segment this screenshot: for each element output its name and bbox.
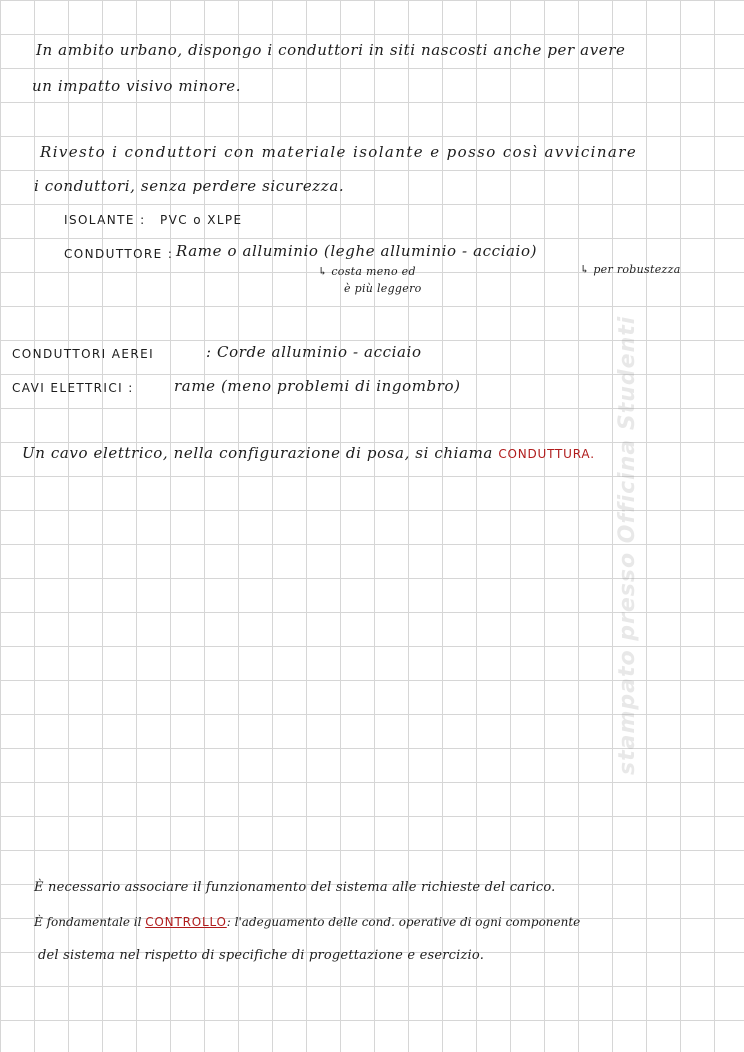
note-line-insulation-1: Rivesto i conduttori con materiale isolante e posso così avvicinare	[40, 143, 638, 161]
conduttura-definition	[22, 443, 595, 464]
watermark: stampato presso Officina Studenti	[615, 315, 640, 775]
note-line-urban-2: un impatto visivo minore.	[32, 77, 242, 95]
note-line-system-3: del sistema nel rispetto di specifiche di progettazione e esercizio.	[38, 948, 485, 963]
annotation-aluminium-cost: ↳ costa meno ed	[318, 265, 416, 278]
conduttori-aerei-value: : Corde alluminio - acciaio	[206, 343, 422, 361]
note-line-system-2	[34, 912, 580, 932]
annotation-aluminium-weight: è più leggero	[344, 282, 422, 295]
conduttura-definition-text: Un cavo elettrico, nella configurazione di posa, si chiama	[22, 444, 493, 462]
isolante-value: PVC o XLPE	[160, 213, 243, 227]
note-line-system-1: È necessario associare il funzionamento del sistema alle richieste del carico.	[34, 880, 556, 895]
note-line-system-2-start: È fondamentale il	[34, 915, 142, 929]
isolante-label: ISOLANTE :	[64, 213, 146, 227]
conduttori-aerei-label: CONDUTTORI AEREI	[12, 347, 155, 361]
note-line-urban-1: In ambito urbano, dispongo i conduttori in siti nascosti anche per avere	[36, 41, 626, 59]
annotation-steel-strength: ↳ per robustezza	[580, 263, 681, 276]
cavi-elettrici-label: CAVI ELETTRICI :	[12, 381, 134, 395]
conduttore-label: CONDUTTORE :	[64, 247, 174, 261]
note-line-insulation-2: i conduttori, senza perdere sicurezza.	[34, 177, 345, 195]
conduttore-value: Rame o alluminio (leghe alluminio - acciaio)	[176, 242, 538, 260]
cavi-elettrici-value: rame (meno problemi di ingombro)	[174, 377, 461, 395]
controllo-term: CONTROLLO	[145, 915, 227, 929]
note-line-system-2-end: : l'adeguamento delle cond. operative di ogni componente	[226, 915, 581, 929]
conduttura-term: CONDUTTURA.	[498, 447, 595, 461]
